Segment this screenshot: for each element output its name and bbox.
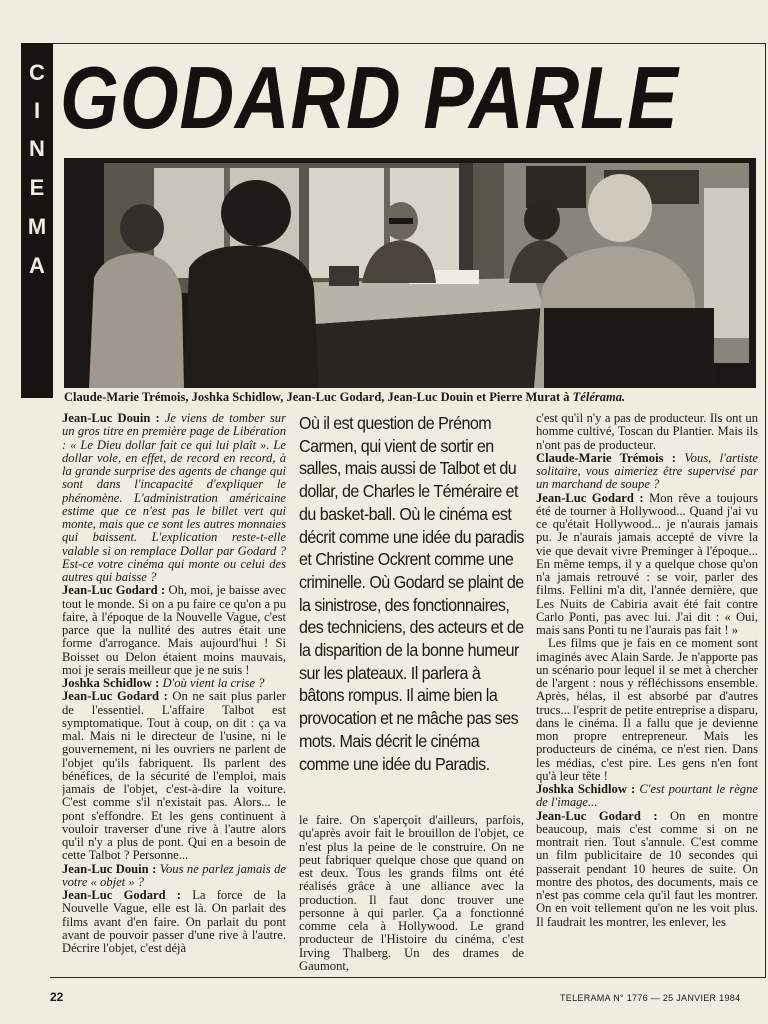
paragraph xyxy=(62,677,286,690)
interview-text: Oh, moi, je baisse avec tout le monde. Si on a pu faire ce qu'on a pu faire, à l'époque de la Nouvelle Vague, c'est parce que la nullité des autres était une forme d'arrogance. Mais aujourd'hui ! Si Boisset ou Delon étaient moins mauvais, moi je serais meilleur que je ne suis ! xyxy=(62,583,286,677)
paragraph xyxy=(536,452,758,492)
speaker-name: Jean-Luc Douin : xyxy=(62,861,157,876)
interview-text: Mon rêve a toujours été de tourner à Hollywood... Quand j'ai vu ce qu'était Hollywood... je n'aurais jamais pu. Je n'aurais jamais accepté de vivre la vie que devait vivre Preminger à l'époque... En même temps, il y a quelque chose qu'on n'a jamais retrouvé : se voir, parler des films. Fellini m'a dit, l'année dernière, que Les Nuits de Cabiria avait été fait contre Carlo Ponti, pas avec lui. J'ai dit : « Oui, mais sans Ponti tu ne l'aurais pas fait ! » xyxy=(536,490,758,637)
paragraph xyxy=(62,412,286,584)
interview-text: le faire. On s'aperçoit d'ailleurs, parfois, qu'après avoir fait le brouillon de l'objet, ce n'est plus la peine de le construire. On ne peut fabriquer quelque chose que quand on est deux. Tous les grands films ont été réalisés grâce à une alliance avec la production. Il faut donc trouver une personne à qui parler. Ça a fonctionné comme cela à Hollywood. Le grand producteur de l'Histoire du cinéma, c'est Irving Thalberg. Un des drames de Gaumont, xyxy=(299,814,524,973)
article-intro xyxy=(299,412,524,812)
speaker-name: Jean-Luc Godard : xyxy=(536,490,644,505)
caption-publication: Télérama. xyxy=(572,390,626,404)
paragraph xyxy=(62,863,286,890)
section-letter: N xyxy=(29,136,45,161)
speaker-name: Jean-Luc Douin : xyxy=(62,412,160,425)
interview-text: Les films que je fais en ce moment sont imaginés avec Alain Sarde. Je n'apporte pas un scénario pour lequel il se met à chercher de l'argent : nous y réfléchissons ensemble. Après, hélas, il est absorbé par d'autres trucs... l'esprit de petite entreprise a disparu, dans le cinéma. Il a fallu que je devienne mon propre entrepreneur. Mais les producteurs de cinéma, ce n'est rien. Dans les médias, c'est pire. Les gens n'en font qu'à leur tête ! xyxy=(536,636,758,783)
article-column-3 xyxy=(536,412,758,975)
speaker-name: Joshka Schidlow : xyxy=(536,782,636,796)
paragraph xyxy=(536,412,758,452)
interview-text: On en montre beaucoup, mais c'est comme si on ne montrait rien. Tout s'annule. C'est comme un film publicitaire de 10 secondes qui passerait pendant 10 heures de suite. On montre des photos, des documents, mais ce n'est pas comme cela qu'il faut les montrer. On en voit tellement qu'on ne les voit plus. Il faudrait les montrer, les enlever, les xyxy=(536,808,758,929)
interview-text: On ne sait plus parler de l'essentiel. L'affaire Talbot est symptomatique. Tout à coup, on dit : ça va mal. Mais ni le directeur de l'usine, ni le gouvernement, ni les ouvriers ne parlent de l'objet qu'ils fabriquent. Ils parlent des bénéfices, de la sécurité de l'emploi, mais jamais de l'objet, c'est-à-dire la voiture. C'est comme s'il n'existait pas. Alors... le pont s'effondre. Et les gens continuent à vouloir traverser d'une rive à l'autre alors qu'il n'y a plus de pont. Qui en a besoin de cette Talbot ? Personne... xyxy=(62,689,286,863)
section-letter: C xyxy=(29,60,45,85)
paragraph xyxy=(62,889,286,955)
section-letter: I xyxy=(33,98,41,123)
speaker-name: Joshka Schidlow : xyxy=(62,676,160,690)
interview-text: C'est pourtant le règne de l'image... xyxy=(536,782,758,810)
paragraph xyxy=(536,492,758,638)
paragraph xyxy=(536,637,758,783)
article-column-2 xyxy=(299,814,524,975)
section-letter: E xyxy=(29,175,45,200)
paragraph xyxy=(536,783,758,810)
headline: GODARD PARLE xyxy=(60,48,679,147)
paragraph xyxy=(62,584,286,677)
interview-text: La force de la Nouvelle Vague, elle est là. On parlait des films avant d'en faire. On parlait du pont avant de pouvoir passer d'une rive à l'autre. Décrire l'objet, c'est déjà xyxy=(62,888,286,955)
paragraph xyxy=(62,690,286,862)
intro-text: Où il est question de Prénom Carmen, qui vient de sortir en salles, mais aussi de Talbot et du dollar, de Charles le Téméraire et du basket-ball. Où le cinéma est décrit comme une idée du paradis et Christine Ockrent comme une criminelle. Où Godard se plaint de la sinistrose, des fonctionnaires, des techniciens, des acteurs et de la disparition de la bonne humeur sur les plateaux. Il parlera à bâtons rompus. Il aime bien la provocation et ne mâche pas ses mots. Mais décrit le cinéma comme une idée du Paradis. xyxy=(299,413,524,774)
section-label-cinema xyxy=(21,43,53,398)
speaker-name: Jean-Luc Godard : xyxy=(62,583,166,598)
interview-photo xyxy=(64,158,756,388)
paragraph xyxy=(536,810,758,929)
folio-publication: TELERAMA N° 1776 — 25 JANVIER 1984 xyxy=(560,993,741,1003)
section-letter: M xyxy=(27,214,47,239)
photo-caption xyxy=(64,389,760,407)
interview-text: Vous, l'artiste solitaire, vous aimeriez être supervisé par un marchand de soupe ? xyxy=(536,450,758,492)
interview-text: c'est qu'il n'y a pas de producteur. Ils ont un homme cultivé, Toscan du Plantier. Mais ils n'ont pas de producteur. xyxy=(536,412,758,452)
interview-text: Je viens de tomber sur un gros titre en première page de Libération : « Le Dieu dollar fait ce qui lui plaît ». Le dollar vole, en effet, de record en record, à la grande surprise des agents de change qui sont dans l'incapacité d'expliquer le phénomène. L'administration américaine estime que ce n'est pas le billet vert qui monte, mais que ce sont les autres monnaies qui baissent. L'explication reste-t-elle valable si on remplace Dollar par Godard ? Est-ce votre cinéma qui monte ou celui des autres qui baisse ? xyxy=(62,412,286,584)
speaker-name: Claude-Marie Trémois : xyxy=(536,450,677,465)
speaker-name: Jean-Luc Godard : xyxy=(62,689,168,704)
interview-text: D'où vient la crise ? xyxy=(162,676,265,690)
interview-text: Vous ne parlez jamais de votre « objet » ? xyxy=(62,861,286,889)
article-column-1 xyxy=(62,412,286,975)
speaker-name: Jean-Luc Godard : xyxy=(536,808,658,823)
section-letter: A xyxy=(29,253,45,278)
page-number: 22 xyxy=(50,990,64,1004)
caption-text: Claude-Marie Trémois, Joshka Schidlow, Jean-Luc Godard, Jean-Luc Douin et Pierre Murat à xyxy=(64,390,573,404)
speaker-name: Jean-Luc Godard : xyxy=(62,888,181,902)
